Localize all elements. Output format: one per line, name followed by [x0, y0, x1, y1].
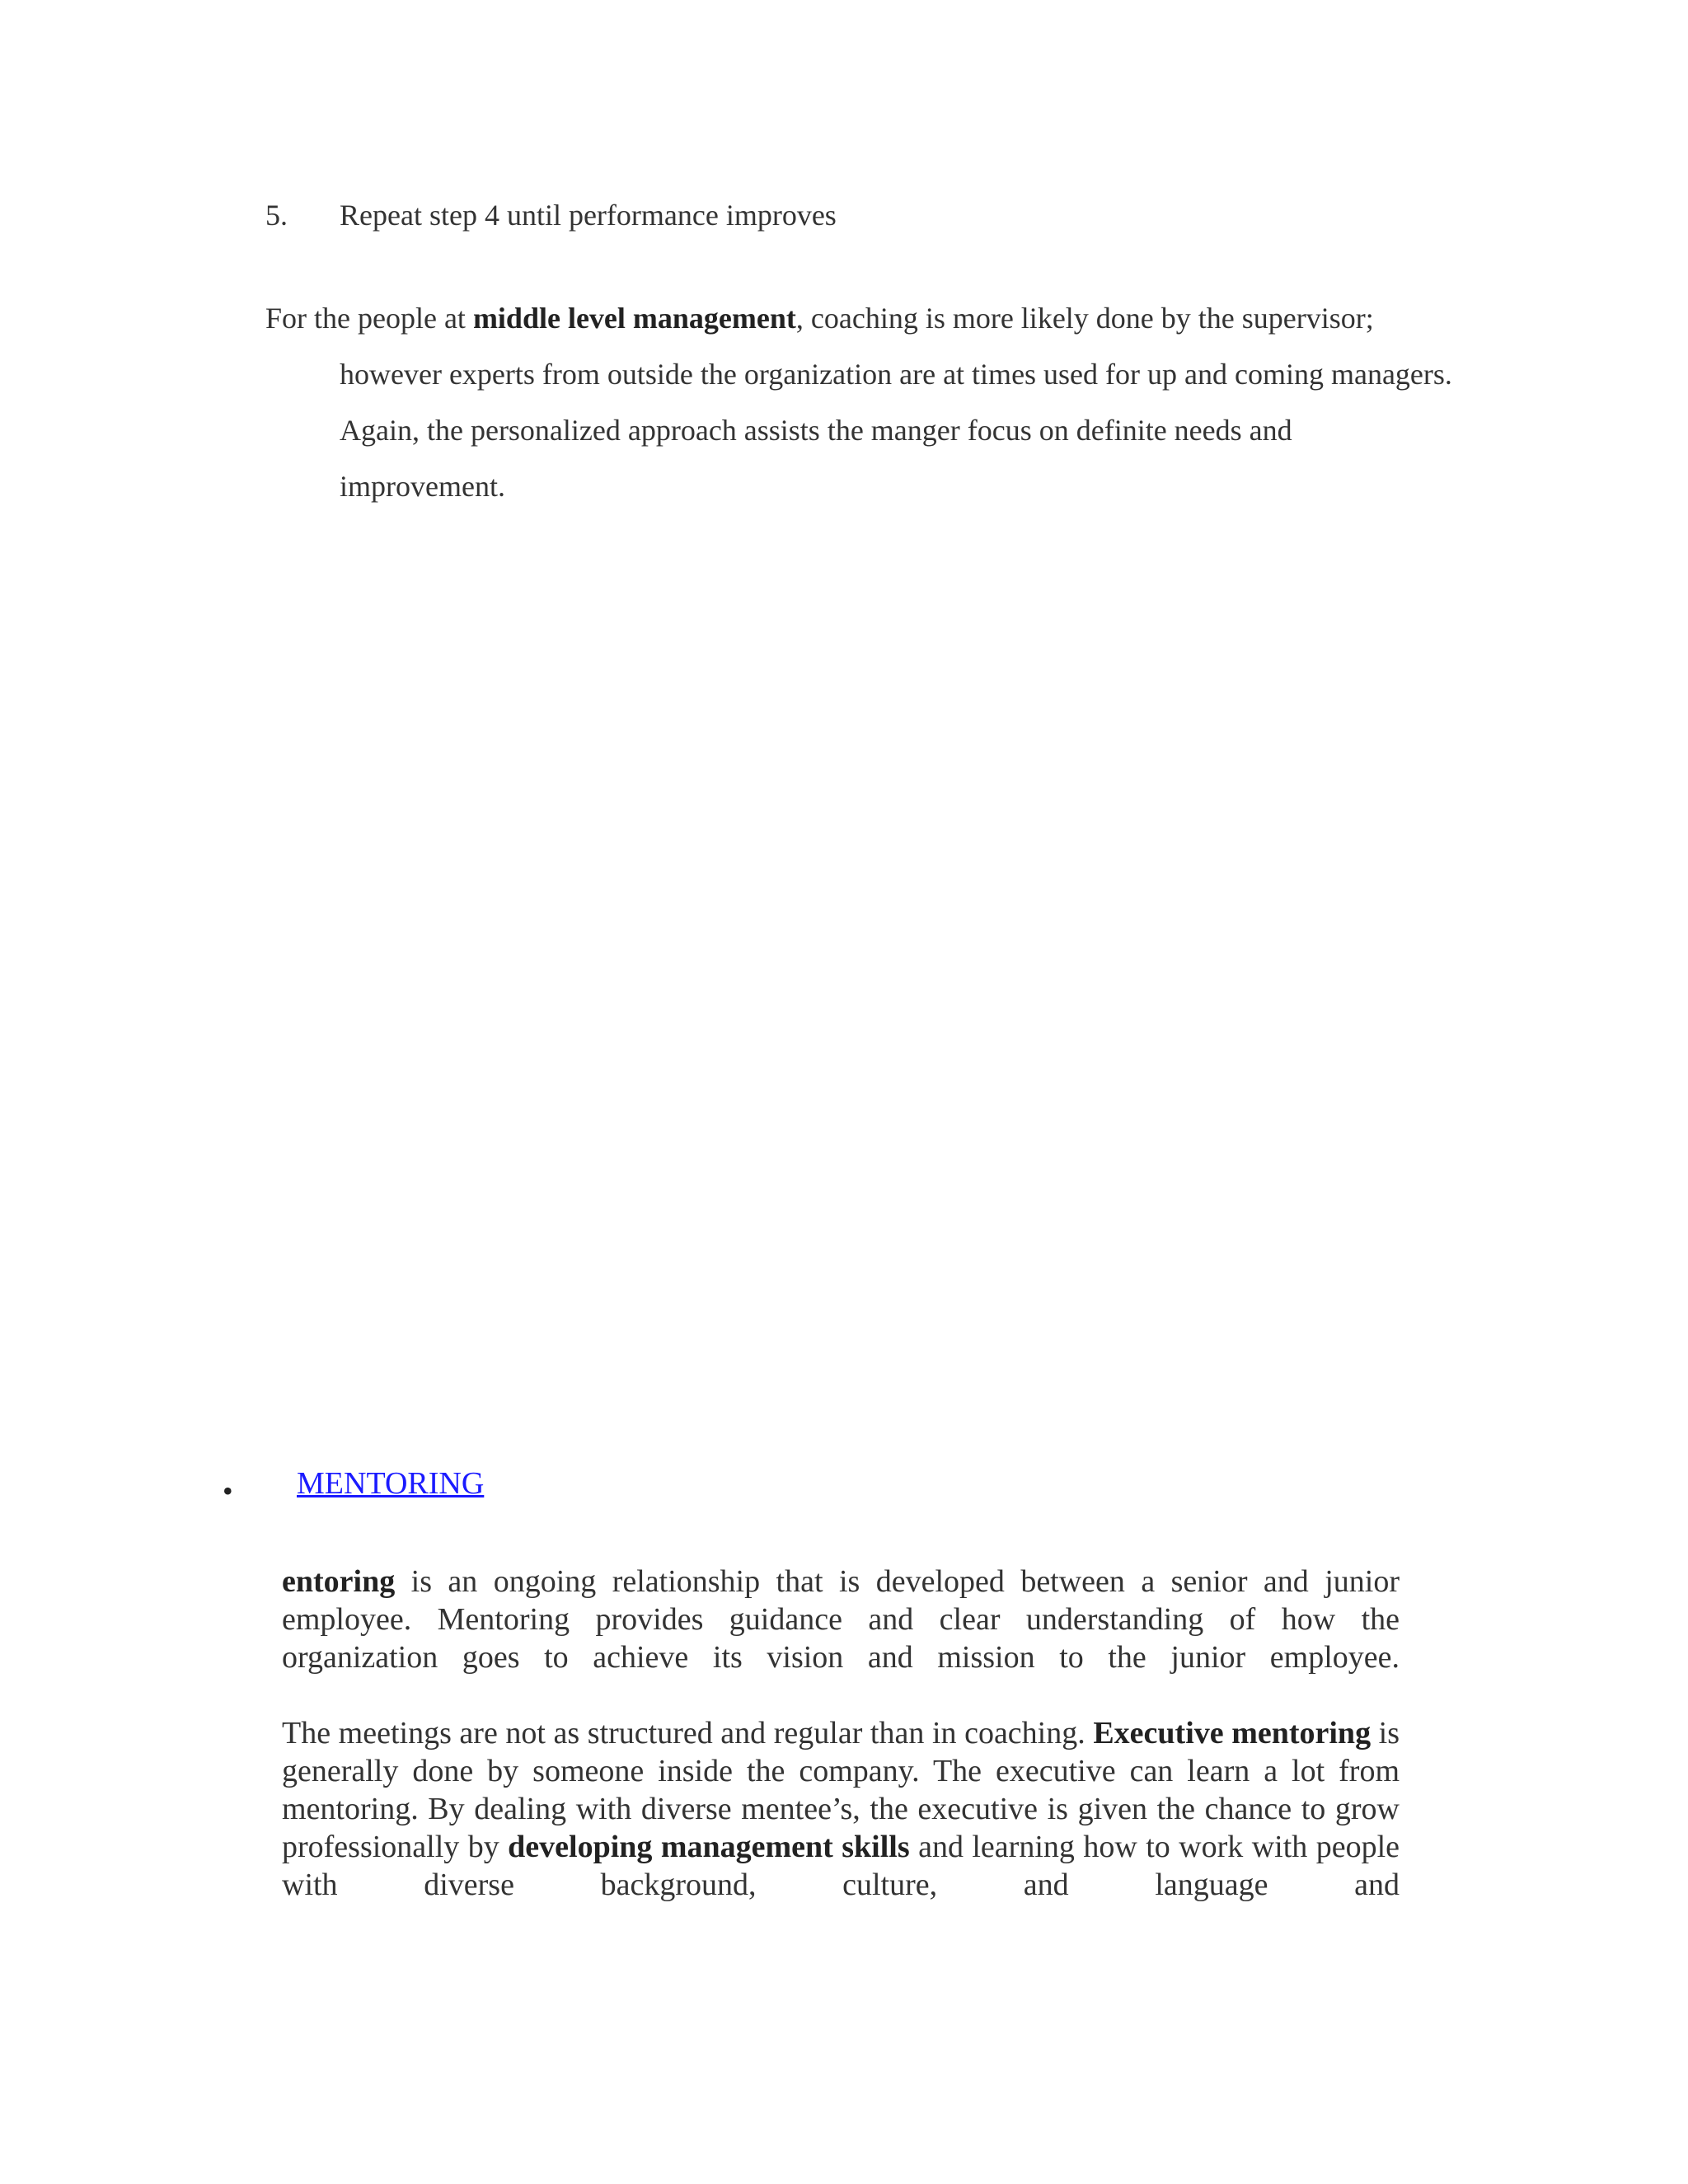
step-text: Repeat step 4 until performance improves — [340, 199, 837, 232]
para3-bold-executive-mentoring: Executive mentoring — [1093, 1716, 1372, 1750]
mentoring-paragraph-1 — [282, 1563, 1400, 1676]
para3-bold-developing-management-skills: developing management skills — [508, 1830, 910, 1864]
mentoring-link[interactable]: MENTORING — [297, 1466, 485, 1501]
para2-text: is an ongoing relationship that is developed between a senior and junior employee. Mentoring provides guidance and clear understanding of how the organization goes to achieve its vision and mission to the junior employee. — [282, 1564, 1400, 1675]
bullet-icon: • — [223, 1474, 233, 1507]
para3-text-3: and learning how to work with people with diverse background, culture, and language and — [282, 1830, 1400, 1902]
para1-text-1: For the people at — [265, 302, 473, 335]
para1-bold-middle-level-management: middle level management — [472, 302, 796, 335]
para2-bold-entoring: entoring — [282, 1564, 396, 1599]
para3-text-1: The meetings are not as structured and regular than in coaching. — [282, 1716, 1094, 1750]
middle-management-paragraph — [265, 290, 1452, 514]
step-number: 5. — [265, 199, 288, 232]
mentoring-section — [282, 1563, 1400, 1904]
mentoring-paragraph-2 — [282, 1714, 1400, 1904]
para1-text-2: , coaching is more likely done by the supervisor; however experts from outside the organization are at times used for up and coming managers. Again, the personalized approach assists the manger focus on definite needs and improvement. — [340, 302, 1452, 503]
para3-text-2: is generally done by someone inside the company. The executive can learn a lot from mentoring. By dealing with diverse mentee’s, the executive is given the chance to grow professionally by — [282, 1716, 1400, 1864]
